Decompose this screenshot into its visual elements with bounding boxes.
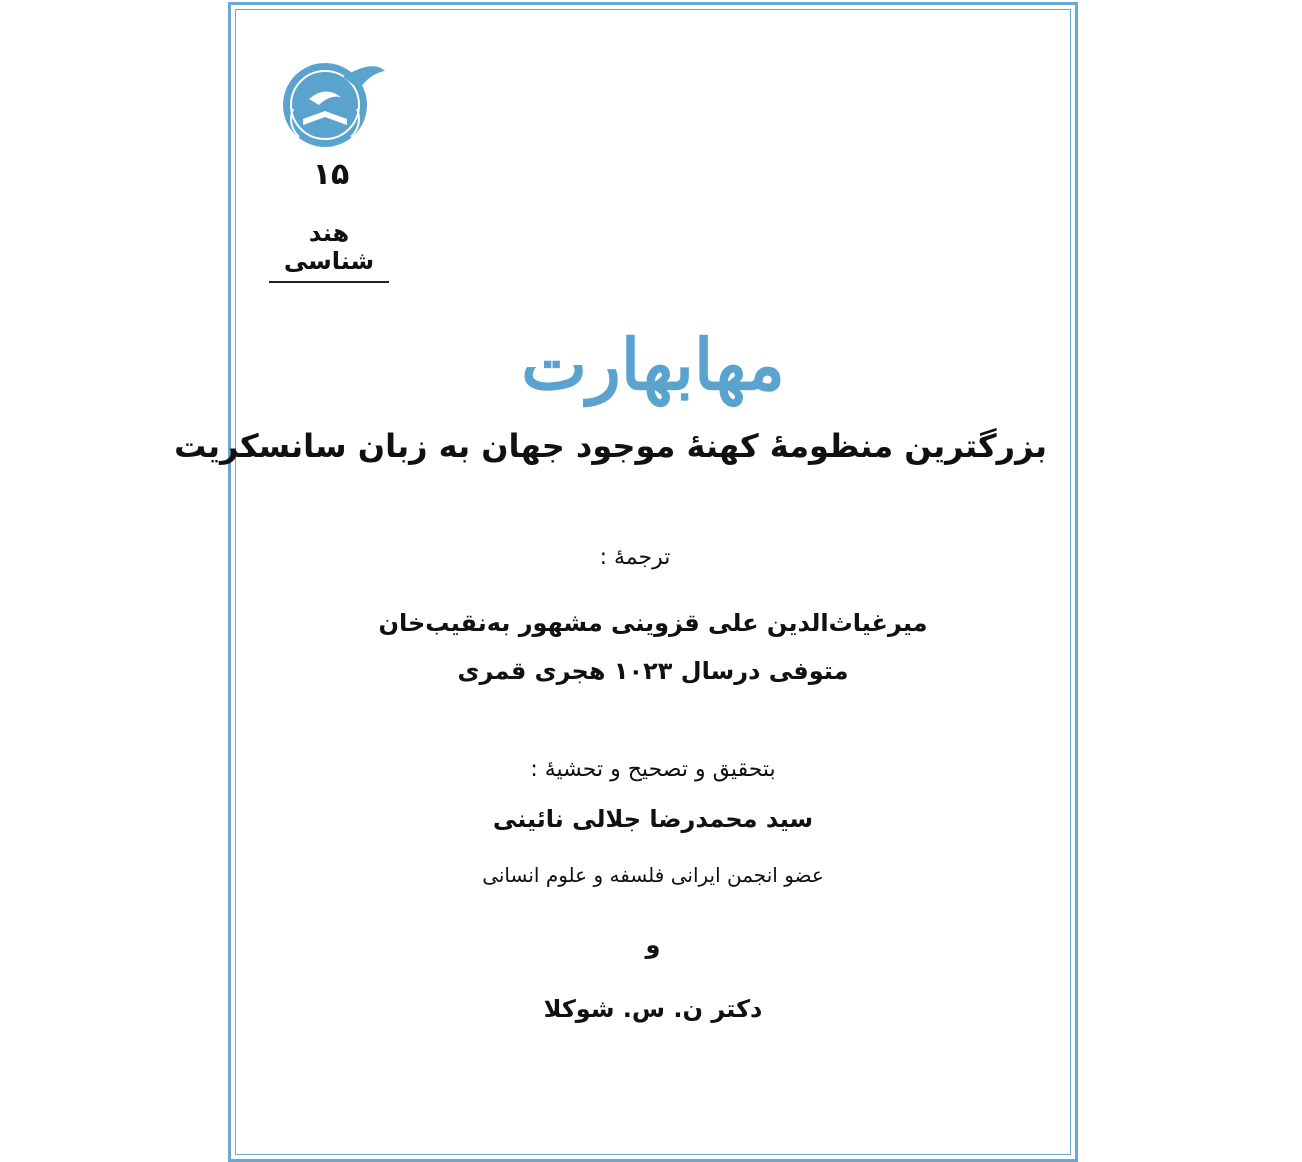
series-number: ۱۵ [312, 157, 350, 192]
book-title: مهابهارت [521, 323, 785, 406]
editor-name-2: دکتر ن. س. شوکلا [543, 995, 763, 1023]
editor-name-1: سید محمدرضا جلالی نائینی [492, 805, 814, 833]
title-page [174, 2, 1078, 1162]
book-subtitle: بزرگترین منظومهٔ کهنهٔ موجود جهان به زبان سانسکریت [174, 427, 1047, 465]
translator-name: میرغیاث‌الدین علی قزوینی مشهور به‌نقیب‌خان [378, 609, 928, 637]
editing-label: بتحقیق و تصحیح و تحشیهٔ : [530, 757, 776, 782]
translation-label: ترجمهٔ : [599, 545, 671, 570]
emblem-logo-icon [273, 59, 389, 149]
translator-death-date: متوفی درسال ۱۰۲۳ هجری قمری [457, 657, 849, 685]
editor-1-affiliation: عضو انجمن ایرانی فلسفه و علوم انسانی [482, 863, 824, 887]
series-name: هند شناسی [269, 219, 389, 283]
conjunction: و [645, 931, 661, 959]
